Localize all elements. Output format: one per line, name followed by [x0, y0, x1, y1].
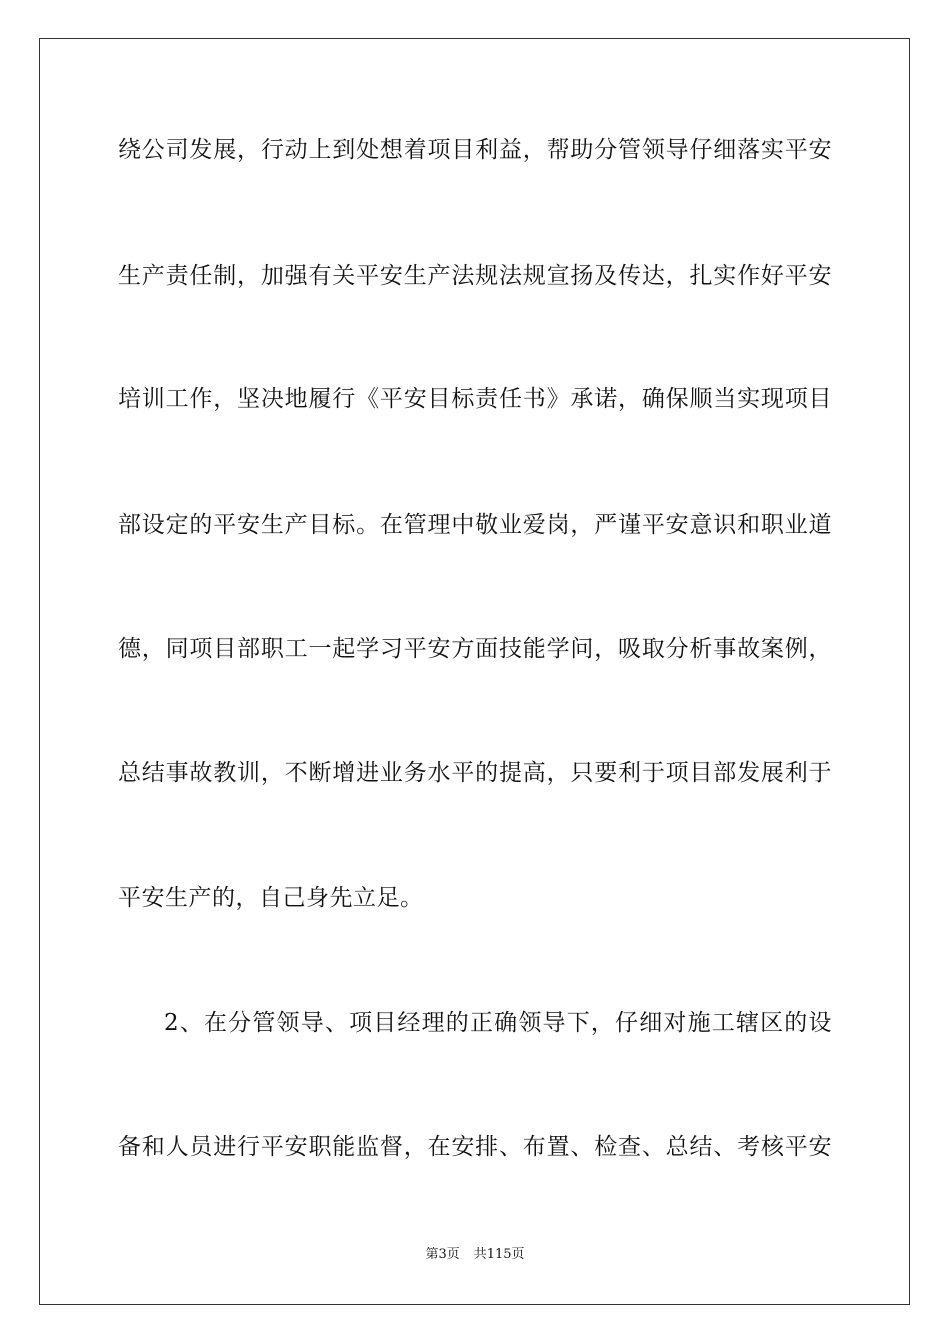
- body-text-line: 培训工作，坚决地履行《平安目标责任书》承诺，确保顺当实现项目: [118, 386, 832, 412]
- body-text-line: 部设定的平安生产目标。在管理中敬业爱岗，严谨平安意识和职业道: [118, 512, 832, 538]
- page-footer: [0, 1246, 950, 1264]
- body-text-line: 平安生产的，自己身先立足。: [118, 885, 424, 911]
- page-border: [39, 38, 910, 1305]
- body-text-line: 备和人员进行平安职能监督，在安排、布置、检查、总结、考核平安: [118, 1134, 832, 1160]
- body-text-line: 总结事故教训，不断增进业务水平的提高，只要利于项目部发展利于: [118, 760, 832, 786]
- body-text-line: 绕公司发展，行动上到处想着项目利益，帮助分管领导仔细落实平安: [118, 137, 832, 163]
- total-pages: 共115页: [473, 1247, 525, 1262]
- page-number: 第3页: [425, 1247, 460, 1262]
- body-text-line: 2、在分管领导、项目经理的正确领导下，仔细对施工辖区的设: [164, 1010, 832, 1036]
- body-text-line: 德，同项目部职工一起学习平安方面技能学问，吸取分析事故案例，: [118, 636, 832, 662]
- body-text-line: 生产责任制，加强有关平安生产法规法规宣扬及传达，扎实作好平安: [118, 263, 832, 289]
